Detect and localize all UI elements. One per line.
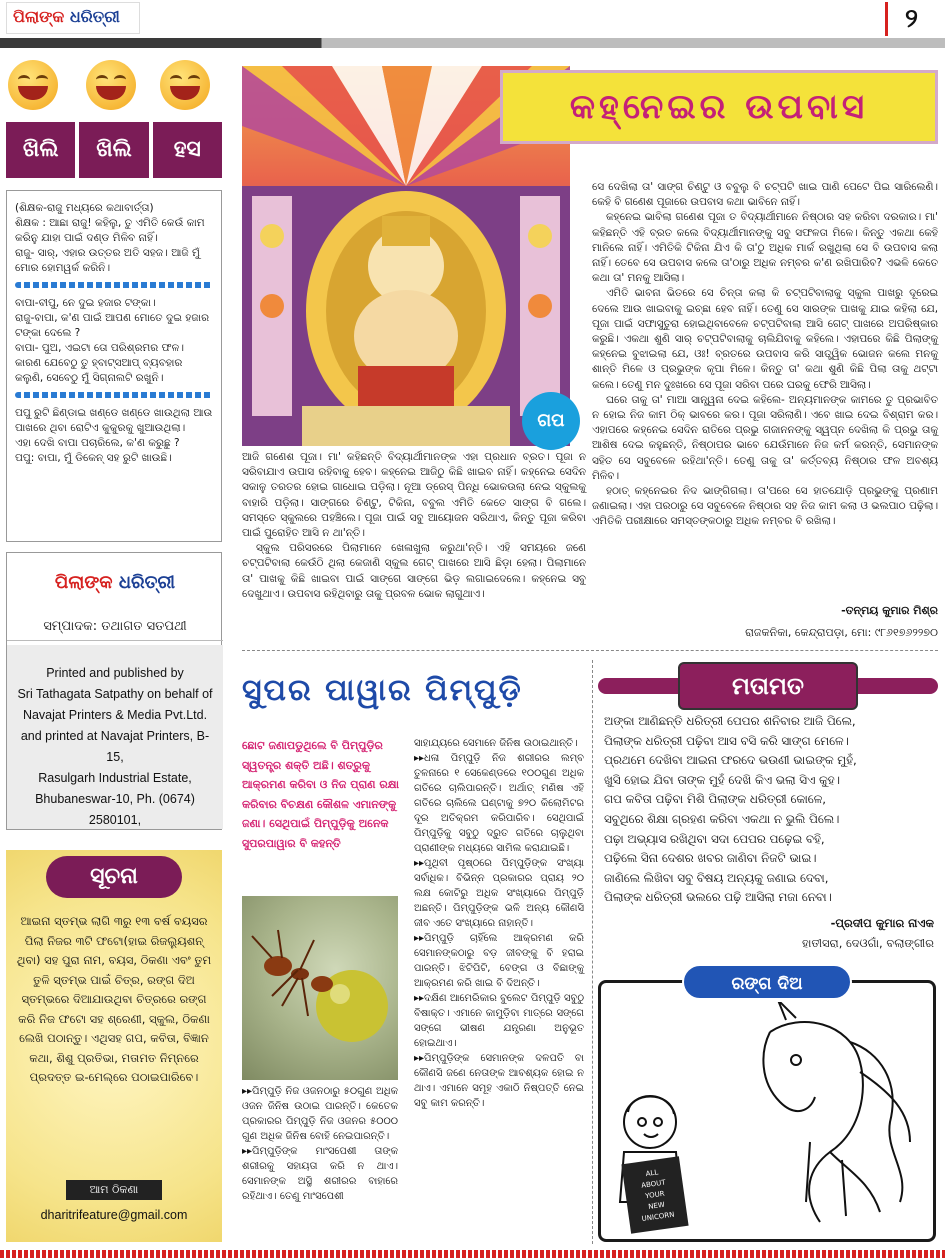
ants-paragraph: ▸▸ପୃଥିବୀ ପୃଷ୍ଠରେ ପିମ୍ପୁଡ଼ିଙ୍କ ସଂଖ୍ୟା ସର୍ବାଧିକ। ବିଭିନ୍ନ ପ୍ରକାରର ପ୍ରାୟ ୨୦ ଲକ୍ଷ କୋଟିରୁ ଅଧିକ ସଂଖ୍ୟାରେ ପିମ୍ପୁଡ଼ି ଅଛନ୍ତି। ପିମ୍ପୁଡ଼ିଙ୍କ ଭଳି ଅନ୍ୟ କୌଣସି ଜୀବ ଏତେ ସଂଖ୍ୟାରେ ନାହାନ୍ତି। [414,858,584,929]
joke-line: ପପୁ ରୁଟି ଛିଣ୍ଡାଇ ଖଣ୍ଡେ ଖଣ୍ଡେ ଖାଉଥିଲା ଆଉ ପାଖରେ ଥିବା ରୋଟିଏ କୁକୁରକୁ ଖୁଆଉଥିଲା। [15,407,213,434]
joke-line: ବାପା- ପୁଅ, ଏଇଟା ତୋ ପରିଶ୍ରମର ଫଳ। କାରଣ ଯେବେଠୁ ତୁ ହ୍ବାଟ୍‌ସଆପ୍ ବ୍ୟବହାର କଲୁଣି, ସେବେଠୁ ମୁଁ ସିଗ୍ନାଲଟି ରଖୁନି। [15,342,184,384]
masthead-bar [0,38,945,48]
page-number: ୨ [885,2,935,36]
book-cover [621,1156,688,1233]
poem-line: ପଢ଼ିଲେ ସିନା ଦେଶର ଖବର ଜାଣିବା ନିଜଟି ଭାଇ। [604,851,817,866]
imprint-line: Bhubaneswar-10, Ph. (0674) 2580101, [35,792,195,827]
logo-part2: ଧରିତ୍ରୀ [69,7,120,26]
humor-word: ଖିଲି [6,122,75,178]
poem-line: ଜାଣିଲେ ଲିଖିବା ସବୁ ବିଷୟ ଅନ୍ୟକୁ ଜଣାଇ ଦେବା, [604,870,829,885]
story-paragraph: ଏମିତି ଭାବନା ଭିତରେ ସେ ଚିନ୍ତା କଲା କି ଚଟ୍‌ପଟିବାଲାକୁ ସ୍କୁଲ ପାଖରୁ ଦୂରେଇ ଦେଲେ ଆଉ ଖାଇବାକୁ ଇଚ୍ଛା ହେବ ନାହିଁ। ତେଣୁ ସେ ସାରଙ୍କ ପାଖକୁ ଯାଇ କହିଲା ଯେ, ପୂଜା ପାଇଁ ସଫାସୁତୁରା ହୋଇଥିବାବେଳେ ଚଟ୍‌ପଟିବାଲା ଆସି ଗେଟ୍ ପାଖରେ ଅପରିଷ୍କାର କରୁଛି। ଏକଥା ଶୁଣି ସାର୍ ଚଟ୍‌ପଟିବାଲାକୁ ଚାଲିଯିବାକୁ କହିଲେ। ଏହାପରେ କିଛି ପିଲାଙ୍କୁ କହ୍ନେଇ ବୁଝାଇଲା ଯେ, ଓଃ! ବ୍ରତରେ ଉପବାସ କରି ସାତ୍ତ୍ୱିକ ଭୋଜନ କଲେ ମନକୁ ଶାନ୍ତି ମିଳେ ଓ ପ୍ରଭୁଙ୍କ କୃପା ମିଳେ। କିନ୍ତୁ ତା' କଥା ଶୁଣି କିଛି ପିଲା ତାକୁ ଥଟ୍ଟା କଲେ। ତେଣୁ ମନ ଦୁଃଖରେ ସେ ପୂଜା ସରିବା ପରେ ଘରକୁ ଫେରି ଆସିଲା। [592,287,938,391]
joke-line: ଶିକ୍ଷକ : ଆଛା ରାଜୁ! କହିଲୁ, ତୁ ଏମିତି କେଉଁ କାମ କରିନୁ ଯାହା ପାଇଁ ଦଣ୍ଡ ମିଳିବ ନାହିଁ। [15,217,205,244]
imprint-line: and printed at Navajat Printers, B-15, [20,729,210,764]
opinion-poem [604,712,934,920]
joke-line: (ଶିକ୍ଷକ-ରାଜୁ ମଧ୍ୟରେ କଥାବାର୍ତ୍ତା) [15,202,154,214]
poem-line: ପ୍ରଥମେ ଦେଖିବା ଆଇନା ଫରଦେ ଭଉଣୀ ଭାଇଙ୍କ ମୁହଁ, [604,753,857,768]
logo-part2: ଧରିତ୍ରୀ [118,572,176,593]
poem-line: ପଢ଼ା ଅଭ୍ୟାସ ରଖିଥିବା ସଦା ପେପର ପଢ଼େଇ ବହି, [604,831,825,846]
poem-line: ଗପ କବିତା ପଢ଼ିବା ମିଶି ପିଲାଙ୍କ ଧରିତ୍ରୀ କୋଳେ, [604,792,826,807]
ants-paragraph: ▸▸ଦକ୍ଷିଣ ଆମେରିକାର ବୁଲେଟ ପିମ୍ପୁଡ଼ି ସବୁଠୁ ବିଷାକ୍ତ। ଏମାନେ କାମୁଡ଼ିବା ମାତ୍ରେ ସଙ୍ଗେ ସଙ୍ଗେ ଭୀଷଣ ଯନ୍ତ୍ରଣା ଅନୁଭୂତ ହୋଇଥାଏ। [414,993,584,1049]
address-label: ଆମ ଠିକଣା [66,1180,162,1200]
ant-photo [242,896,398,1080]
ants-title: ସୁପର ପାୱାର ପିମ୍ପୁଡ଼ି [242,673,523,708]
story-paragraph: ଆଜି ଗଣେଶ ପୂଜା। ମା' କହିଛନ୍ତି ବିଦ୍ୟାର୍ଥୀମାନଙ୍କ ଏହା ପ୍ରଧାନ ବ୍ରତ। ପୂଜା ନ ସରିବାଯାଏ ଉପାସ ରହିବାକୁ ହେବ। କହ୍ନେଇ ଆଜିଠୁ କିଛି ଖାଇବ ନାହିଁ। କହ୍ନେଇ ସେଦିନ ସକାଳୁ ତରତର ହୋଇ ଗାଧୋଇ ପଡ଼ିଲା। ନୂଆ ଡ୍ରେସ୍ ପିନ୍ଧି ଭୋକଉଲା ନେଇ ସ୍କୁଲକୁ ବାହାରି ପଡ଼ିଲା। ସାଙ୍ଗରେ ଚିଣ୍ଟୁ, ଟିକିନା, ବବୁଲ ଏମିତି କେତେ ସାଙ୍ଗ ବି ଗଲେ। ସମସ୍ତେ ସ୍କୁଲରେ ପହଞ୍ଚିଲେ। ପୂଜା ପାଇଁ ସବୁ ଆୟୋଜନ ସରିଥାଏ, କିନ୍ତୁ ପୂଜା କରିବା ପାଇଁ ପୁରୋହିତ ଆସି ନ ଥା'ନ୍ତି। [242,451,586,540]
logo-part1: ପିଲାଙ୍କ [13,7,65,26]
credits-logo [47,563,183,603]
imprint-line: Navajat Printers & Media Pvt.Ltd. [22,708,208,722]
credits-box [6,552,222,830]
ants-column-1 [242,1084,398,1244]
joke-line: ରାଜୁ-ବାପା, କ'ଣ ପାଇଁ ଆପଣ ମୋତେ ଦୁଇ ହଜାର ଟଙ୍କା ଦେଲେ ? [15,312,210,339]
poem-line: ପିଲାଙ୍କ ଧରିତ୍ରୀ ପଢ଼ିବା ଆସ ବସି କରି ସାଙ୍ଗ ମେଳେ। [604,733,849,748]
imprint-line: Printed and published by [46,666,184,680]
opinion-title: ମତାମତ [678,662,858,710]
unicorn-coloring-art [610,1002,928,1238]
masthead [0,0,945,48]
joke-line: ଏହା ଦେଖି ବାପା ପଚାରିଲେ, କ'ଣ କରୁଛୁ ? [15,437,180,449]
ants-paragraph: ▸▸ପିମ୍ପୁଡ଼ି ନିଜ ଓଜନଠାରୁ ୫୦ଗୁଣ ଅଧିକ ଓଜନ ଜିନିଷ ଉଠାଇ ପାରନ୍ତି। କେତେକ ପ୍ରକାରର ପିମ୍ପୁଡ଼ି ନିଜ ଓଜନର ୫୦୦୦ ଗୁଣ ଅଧିକ ଜିନିଷ ବୋହି ନେଇପାରନ୍ତି। [242,1086,398,1142]
story-column-right [592,180,938,596]
notice-heading: ସୂଚନା [46,856,182,898]
bottom-border [0,1250,945,1258]
story-paragraph: ଘରେ ତାକୁ ତା' ମାଆ ସାନ୍ତ୍ୱନା ଦେଇ କହିଲେ- ଅନ୍ୟମାନଙ୍କ କାମରେ ତୁ ପ୍ରଭାବିତ ନ ହୋଇ ନିଜ କାମ ଠିକ୍ ଭାବରେ କର। ପୂଜା ସରିଲାଣି। ଏବେ ଖାଇ ଦେଇ ବିଶ୍ରାମ କର। ଏହାପରେ କହ୍ନେଇ ସେଦିନ ରାତିରେ ପ୍ରଭୁ ଗଜାନନଙ୍କୁ ସ୍ୱପ୍ନ ଦେଖିଲା କି ପ୍ରଭୁ ତାକୁ ଆଶିଷ ଦେଇ କହୁଛନ୍ତି, ନିଷ୍ଠାପର ଭାବେ ଯେଉଁମାନେ ନିଜ କର୍ମ କରନ୍ତି, ସେମାନଙ୍କ ସହିତ ସେ ସବୁବେଳେ ରହିଥା'ନ୍ତି। ତେଣୁ ତାକୁ ତା' କର୍ତ୍ତବ୍ୟ ନିଷ୍ଠାର ଫଳ ଅବଶ୍ୟ ମିଳିବ। [592,393,938,482]
wave-divider [15,282,213,288]
book-title-line: ALL [645,1168,659,1179]
story-column-left [242,450,586,620]
ant-photo-art [242,896,398,1080]
notice-body: ଆଇନା ସ୍ତମ୍ଭ ଲାଗି ୩ରୁ ୧୩ ବର୍ଷ ବୟସର ପିଲା ନିଜର ୩ଟି ଫଟୋ(ହାଇ ରିଜଲ୍ୟୁଶନ୍ ଥିବା) ସହ ପୁରା ନାମ, ବୟସ, ଠିକଣା ଏବଂ ତୁମ ତୁଳି ସ୍ତମ୍ଭ ପାଇଁ ଚିତ୍ର, ରଙ୍ଗ ଦିଅ ସ୍ତମ୍ଭରେ ଦିଆଯାଉଥିବା ଚିତ୍ରରେ ରଙ୍ଗ କରି ନିଜ ଫଟୋ ସହ ଶ୍ରେଣୀ, ସ୍କୁଲ, ଠିକଣା ଲେଖି ପଠାନ୍ତୁ। ଏଥିସହ ଗପ, କବିତା, ବିଜ୍ଞାନ କଥା, ଶିଶୁ ପ୍ରତିଭା, ମତାମତ ନିମ୍ନରେ ପ୍ରଦତ୍ତ ଇ-ମେଲ୍‌ରେ ପଠାଇପାରିବେ। [16,914,212,1084]
humor-word: ଖିଲି [79,122,148,178]
poem-author: -ପ୍ରଦୀପ କୁମାର ନାଏକ [830,916,934,930]
story-author-place: ରାଜକନିକା, କେନ୍ଦ୍ରାପଡ଼ା, ମୋ: ୯୮୬୧୭୬୨୨୭୦ [745,626,938,639]
book-title-line: ABOUT [640,1178,667,1190]
laughing-face-icon [8,60,58,110]
poem-line: ଅଙ୍କା ଆଣିଛନ୍ତି ଧରିତ୍ରୀ ପେପର ଶନିବାର ଆଜି ପିଲେ, [604,714,856,728]
story-genre-badge: ଗପ [522,392,580,450]
editor-line: ସମ୍ପାଦକ: ତଥାଗତ ସତପଥୀ [7,613,223,641]
ants-paragraph: ସାହାଯ୍ୟରେ ସେମାନେ ଜିନିଷ ଉଠାଇଥାନ୍ତି। [414,738,578,749]
laughing-emoji-row [6,60,222,118]
wave-divider [15,392,213,398]
poem-line: ଖୁସି ହୋଇ ଯିବା ତାଙ୍କ ମୁହଁ ଦେଖି କିଏ ଭଲା ସିଏ କୁହ। [604,772,840,787]
joke-line: ବାପା-ବୀପୁ, ନେ ଦୁଇ ହଜାର ଟଙ୍କା। [15,297,156,309]
opinion-heading [598,662,938,712]
imprint-text [7,645,223,829]
notice-box [6,850,222,1242]
jokes-box [6,190,222,542]
ants-column-2 [414,736,584,1242]
humor-heading [6,122,222,178]
joke-line: ରାଜୁ- ସାର୍, ଏହାର ଉତ୍ତର ଅତି ସହଜ। ଆଜି ମୁଁ ମୋର ହୋମୱର୍କ କରିନି। [15,247,200,274]
ants-paragraph: ▸▸ଧଳା ପିମ୍ପୁଡ଼ି ନିଜ ଶରୀରର ଲମ୍ବ ତୁଳନାରେ ୧ ସେକେଣ୍ଡରେ ୧୦୦ଗୁଣ ଅଧିକ ଗତିରେ ଚାଲିପାରନ୍ତି। ଅର୍ଥାତ୍ ମଣିଷ ଏହି ଗତିରେ ଚାଲିଲେ ଘଣ୍ଟାକୁ ୭୨୦ କିଲୋମିଟର ଦୂର ଅତିକ୍ରମ କରିପାରିବ। ସେଥିପାଇଁ ପିମ୍ପୁଡ଼ିକୁ ସବୁଠୁ ଦ୍ରୁତ ଗତିରେ ଚାଲୁଥିବା ପ୍ରାଣୀଙ୍କ ମଧ୍ୟରେ ସାମିଲ କରାଯାଇଛି। [414,753,584,854]
story-paragraph: ସ୍କୁଲ ପରିସରରେ ପିଲାମାନେ ଖେଳାଖୁଲା କରୁଥା'ନ୍ତି। ଏହି ସମୟରେ ଜଣେ ଚଟ୍‌ପଟିବାଲା କେଉଁଠି ଥିଲା କେଜାଣି ସ୍କୁଲ ଗେଟ୍ ପାଖରେ ଆସି ଛିଡ଼ା ହେଲା। ପିଲାମାନେ ତା' ପାଖକୁ କିଛି ଖାଇବା ପାଇଁ ସାଙ୍ଗେ ସାଙ୍ଗେ ଭିଡ଼ ଲଗାଇଦେଲେ। କହ୍ନେଇ ସବୁ ଦେଖୁଥାଏ। ଉପବାସ ରହିଥିବାରୁ ତାକୁ ପ୍ରବଳ ଭୋକ ଲାଗୁଥାଏ। [242,542,586,600]
story-paragraph: ହଠାତ୍ କହ୍ନେଇର ନିଦ ଭାଙ୍ଗିଗଲା। ତା'ପରେ ସେ ହାତଯୋଡ଼ି ପ୍ରଭୁଙ୍କୁ ପ୍ରଣାମ ଜଣାଇଲା। ଏହା ପରଠାରୁ ସେ ସବୁବେଳେ ନିଷ୍ଠାର ସହ ନିଜ କାମ କଲା ଓ ଭଲପାଠ ପଢ଼ିଲା। ଏମିତିକି ପରୀକ୍ଷାରେ ସମସ୍ତଙ୍କଠାରୁ ଅଧିକ ନମ୍ବର ବି ରଖିଲା। [592,485,938,528]
coloring-label: ରଙ୍ଗ ଦିଅ [682,964,852,1000]
book-title-line: YOUR [644,1189,666,1201]
joke-line: ପପୁ: ବାପା, ମୁଁ ଡିକେନ୍ ସହ ରୁଟି ଖାଉଛି। [15,452,172,464]
poem-line: ସବୁଥିରେ ଶିକ୍ଷା ଗ୍ରହଣ କରିବା ଏକଥା ନ ଭୁଲି ପିଲେ। [604,811,840,826]
poem-line: ପିଲାଙ୍କ ଧରିତ୍ରୀ ଭଲରେ ପଢ଼ି ଆସିଲା ମଜା ନେବା। [604,890,832,905]
ants-paragraph: ▸▸ପିମ୍ପୁଡ଼ି ଚାହିଁଲେ ଆକ୍ରମଣ କରି ସେମାନଙ୍କଠାରୁ ବଡ଼ ଜୀବଙ୍କୁ ବି ହରାଇ ପାରନ୍ତି। ଝିଟିପିଟି, ବେଙ୍ଗ ଓ ବିଛାଙ୍କୁ ଆକ୍ରମଣ କରି ଖାଇ ବି ଦିଅନ୍ତି। [414,933,584,989]
poem-author-place: ହାତୀସରା, ଦେଓଗାଁ, ବଲାଙ୍ଗୀର [802,936,934,950]
story-paragraph: କହ୍ନେଇ ଭାବିଲା ଗଣେଶ ପୂଜା ତ ବିଦ୍ୟାର୍ଥୀମାନେ ନିଷ୍ଠାର ସହ କରିବା ଦରକାର। ମା' କହିଛନ୍ତି ଏହି ବ୍ରତ କଲେ ବିଦ୍ୟାର୍ଥୀମାନଙ୍କୁ ସବୁ ସଫଳତା ମିଳେ। କିନ୍ତୁ ଏକଥା କେହି ମାନିଲେ ନାହିଁ। ଏମିତିକି ଟିକିନା ଯିଏ କି ତା'ଠୁ ଅଧିକ ମାର୍କ ରଖୁଥିଲା ସେ ବି ଉପବାସ କଲା ନାହିଁ। ତେବେ ସେ ଉପବାସ କଲେ ତା'ଠାରୁ ଅଧିକ ନମ୍ବର କ'ଣ ରଖିପାରିବ? ଏଭଳି କେତେ କଥା ତା' ମନକୁ ଆସିଲା। [592,211,938,285]
contact-email[interactable]: dharitrifeature@gmail.com [40,1208,188,1222]
column-divider [592,660,593,1244]
laughing-face-icon [86,60,136,110]
book-title-line: NEW [647,1200,666,1212]
section-divider [242,650,938,651]
logo-part1: ପିଲାଙ୍କ [54,572,113,593]
imprint-line: Rasulgarh Industrial Estate, [38,771,192,785]
story-author: -ତନ୍ମୟ କୁମାର ମିଶ୍ର [841,604,938,617]
ants-paragraph: ▸▸ପିମ୍ପୁଡ଼ିଙ୍କ ମାଂସପେଶୀ ତାଙ୍କ ଶରୀରକୁ ସହାୟତା କରି ନ ଥାଏ। ସେମାନଙ୍କ ଅସ୍ଥି ଶରୀରର ବାହାରେ ରହିଥାଏ। ତେଣୁ ମାଂସପେଶୀ [242,1146,398,1202]
ants-lead: ଛୋଟ ଜଣାପଡୁଥିଲେ ବି ପିମ୍ପୁଡ଼ିର ସ୍ୱତନ୍ତ୍ର ଶକ୍ତି ଅଛି। ଶତ୍ରୁକୁ ଆକ୍ରମଣ କରିବା ଓ ନିଜ ପ୍ରାଣ ରକ୍ଷା କରିବାର ବିଚକ୍ଷଣ କୌଶଳ ଏମାନଙ୍କୁ ଜଣା। ସେଥିପାଇଁ ପିମ୍ପୁଡ଼ିକୁ ଅନେକ ସୁପରପାୱାର ବି କହନ୍ତି [242,739,400,850]
imprint-line: Sri Tathagata Satpathy on behalf of [17,687,213,701]
heading-bar [598,678,682,694]
laughing-face-icon [160,60,210,110]
humor-word: ହସ [153,122,222,178]
masthead-logo [6,2,140,34]
ants-paragraph: ▸▸ପିମ୍ପୁଡ଼ିଙ୍କ ସେମାନଙ୍କ ଦଳପତି ବା କୌଣସି ଜଣେ ନେତାଙ୍କ ଆବଶ୍ୟକ ହୋଇ ନ ଥାଏ। ଏମାନେ ସମୂହ ଏକାଠି ନିଷ୍ପତ୍ତି ନେଇ ସବୁ କାମ କରନ୍ତି। [414,1053,584,1109]
story-paragraph: ସେ ଦେଖିଲା ତା' ସାଙ୍ଗ ଚିଣ୍ଟୁ ଓ ବବୁଲୁ ବି ଚଟ୍‌ପଟି ଖାଇ ପାଣି ପେଟେ ପିଇ ସାରିଲେଣି। କେହି ବି ଗଣେଶ ପୂଜାରେ ଉପବାସ କଥା ଭାବିନେ ନାହିଁ। [592,181,938,209]
heading-bar [854,678,938,694]
book-title-line: UNICORN [641,1210,675,1224]
story-title: କହ୍ନେଇର ଉପବାସ [500,70,938,144]
